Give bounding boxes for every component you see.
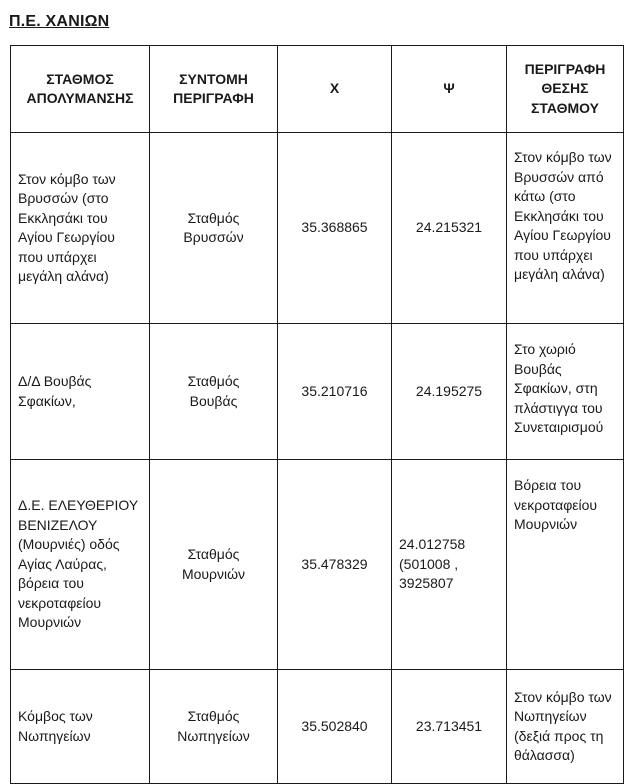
cell-y: 24.215321 <box>392 133 507 324</box>
table-row <box>11 670 624 784</box>
table-row <box>11 133 624 324</box>
cell-short: Σταθμός Νωπηγείων <box>150 670 278 784</box>
stations-table <box>10 45 624 784</box>
cell-x: 35.502840 <box>278 670 392 784</box>
cell-station: Κόμβος των Νωπηγείων <box>11 670 150 784</box>
header-x: Χ <box>278 46 392 133</box>
header-y: Ψ <box>392 46 507 133</box>
cell-y: 24.012758 (501008 , 3925807 <box>392 460 507 670</box>
cell-short: Σταθμός Βουβάς <box>150 324 278 460</box>
table-header-row <box>11 46 624 133</box>
cell-position: Στο χωριό Βουβάς Σφακίων, στη πλάστιγγα του Συνεταιρισμού <box>507 324 624 460</box>
cell-position: Στον κόμβο των Βρυσσών από κάτω (στο Εκκλησάκι του Αγίου Γεωργίου που υπάρχει μεγάλη αλάνα) <box>507 133 624 324</box>
cell-short: Σταθμός Μουρνιών <box>150 460 278 670</box>
header-position-description: ΠΕΡΙΓΡΑΦΗ ΘΕΣΗΣ ΣΤΑΘΜΟΥ <box>507 46 624 133</box>
cell-position: Βόρεια του νεκροταφείου Μουρνιών <box>507 460 624 670</box>
header-station: ΣΤΑΘΜΟΣ ΑΠΟΛΥΜΑΝΣΗΣ <box>11 46 150 133</box>
cell-x: 35.210716 <box>278 324 392 460</box>
header-short-description: ΣΥΝΤΟΜΗ ΠΕΡΙΓΡΑΦΗ <box>150 46 278 133</box>
table-row <box>11 324 624 460</box>
cell-short: Σταθμός Βρυσσών <box>150 133 278 324</box>
cell-x: 35.368865 <box>278 133 392 324</box>
cell-y: 24.195275 <box>392 324 507 460</box>
cell-x: 35.478329 <box>278 460 392 670</box>
cell-position: Στον κόμβο των Νωπηγείων (δεξιά προς τη θάλασσα) <box>507 670 624 784</box>
table-row <box>11 460 624 670</box>
cell-y: 23.713451 <box>392 670 507 784</box>
cell-station: Στον κόμβο των Βρυσσών (στο Εκκλησάκι του Αγίου Γεωργίου που υπάρχει μεγάλη αλάνα) <box>11 133 150 324</box>
cell-station: Δ/Δ Βουβάς Σφακίων, <box>11 324 150 460</box>
cell-station: Δ.Ε. ΕΛΕΥΘΕΡΙΟΥ ΒΕΝΙΖΕΛΟΥ (Μουρνιές) οδός Αγίας Λαύρας, βόρεια του νεκροταφείου Μουρνιών <box>11 460 150 670</box>
page-title: Π.Ε. ΧΑΝΙΩΝ <box>9 13 110 30</box>
